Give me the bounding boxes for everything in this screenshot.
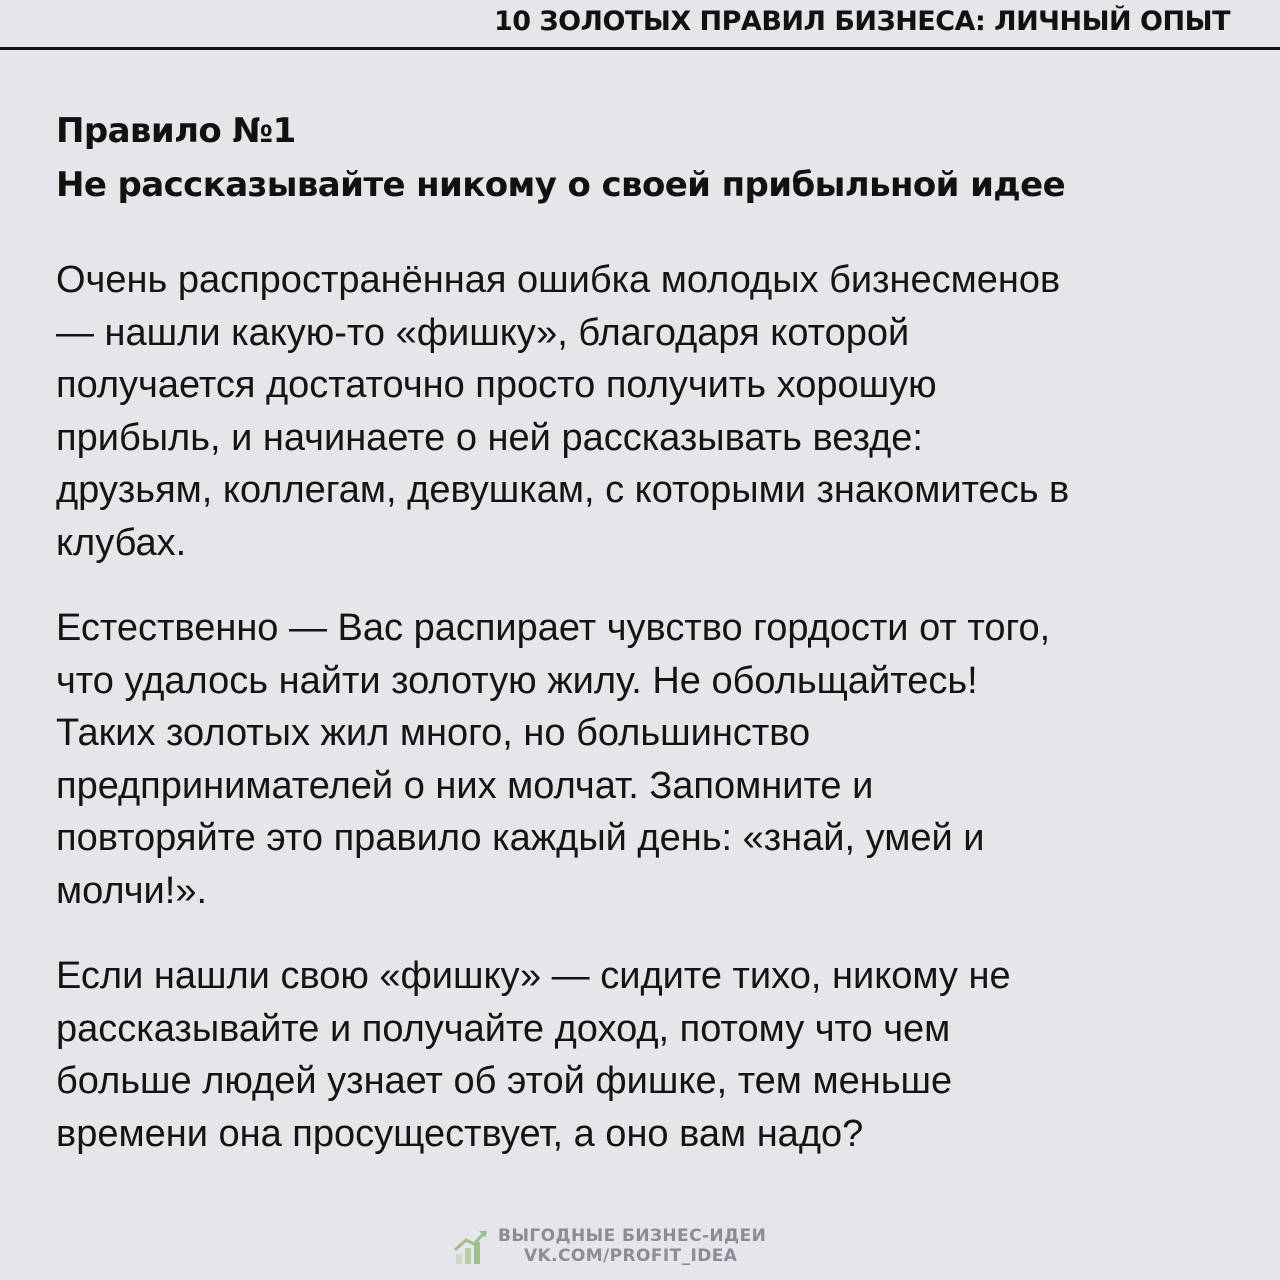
footer-brand-url: VK.COM/PROFIT_IDEA — [524, 1246, 738, 1266]
paragraph-line: Таких золотых жил много, но большинство — [56, 712, 811, 754]
paragraph-line: — нашли какую-то «фишку», благодаря которой — [56, 311, 910, 354]
growth-chart-icon — [452, 1226, 492, 1266]
paragraph-line: Очень распространённая ошибка молодых бизнесменов — [56, 259, 1061, 301]
paragraph-line: клубах. — [56, 521, 187, 564]
rule-title: Не рассказывайте никому о своей прибыльной идее — [56, 165, 1066, 205]
rule-heading — [56, 104, 1065, 212]
paragraph-line: что удалось найти золотую жилу. Не обольщайтесь! — [56, 659, 978, 702]
footer-brand-name: ВЫГОДНЫЕ БИЗНЕС-ИДЕИ — [498, 1226, 767, 1246]
paragraph-line: предпринимателей о них молчат. Запомните и — [56, 764, 874, 807]
paragraph-line: прибыль, и начинаете о ней рассказывать везде: — [56, 416, 923, 459]
paragraph-1 — [56, 254, 1231, 569]
footer-watermark — [452, 1222, 792, 1272]
paragraph-line: получается достаточно просто получить хорошую — [56, 364, 937, 406]
series-title: 10 ЗОЛОТЫХ ПРАВИЛ БИЗНЕСА: ЛИЧНЫЙ ОПЫТ — [493, 6, 1230, 37]
paragraph-line: Если нашли свою «фишку» — сидите тихо, никому не — [56, 955, 1011, 997]
paragraph-2 — [56, 602, 1231, 917]
paragraph-line: повторяйте это правило каждый день: «знай, умей и — [56, 817, 985, 859]
paragraph-line: Естественно — Вас распирает чувство гордости от того, — [56, 607, 1051, 649]
header-bar — [0, 0, 1280, 50]
paragraph-line: времени она просуществует, а оно вам надо? — [56, 1112, 864, 1155]
paragraph-line: молчи!». — [56, 869, 208, 912]
rule-number: Правило №1 — [56, 111, 296, 151]
paragraph-line: больше людей узнает об этой фишке, тем меньше — [56, 1060, 953, 1102]
paragraph-3 — [56, 950, 1231, 1160]
paragraph-line: друзьям, коллегам, девушкам, с которыми знакомитесь в — [56, 469, 1070, 511]
paragraph-line: рассказывайте и получайте доход, потому что чем — [56, 1007, 951, 1050]
